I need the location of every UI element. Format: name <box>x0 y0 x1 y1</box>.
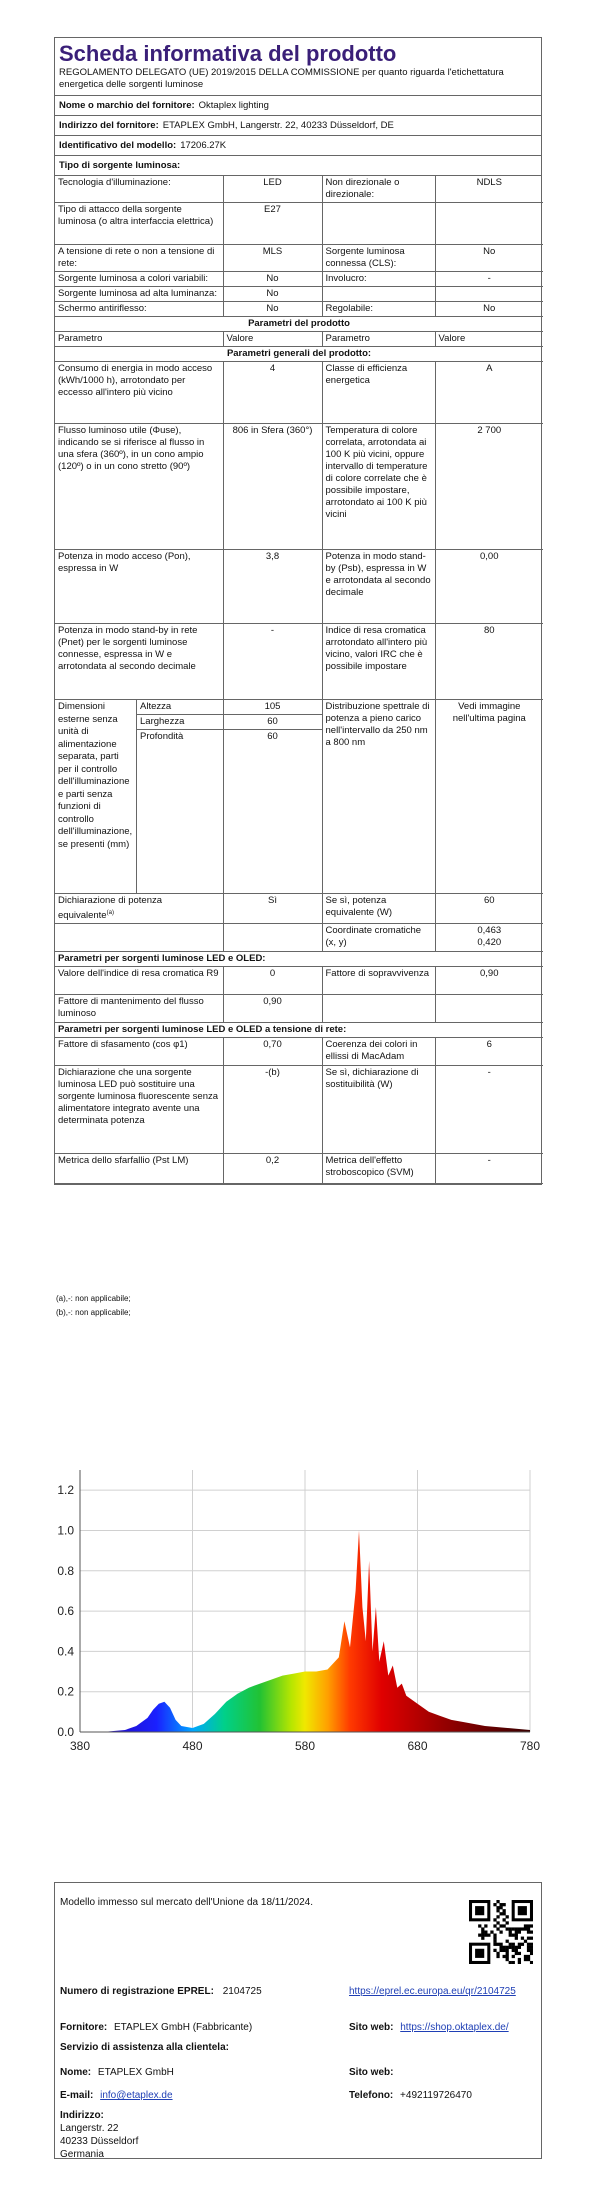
dimension-values-cell <box>223 700 322 894</box>
supplier-name-value: Oktaplex lighting <box>198 100 269 111</box>
dimensions-wrap <box>55 700 223 893</box>
qr-module <box>518 1952 521 1955</box>
qr-module <box>512 1955 515 1958</box>
param-label: Temperatura di colore correlata, arrotondata ai 100 K più vicini, oppure intervallo di temperature di colore correlate che è possibile impostare, arrotondato ai 100 K più vicini <box>322 424 435 550</box>
qr-module <box>527 1924 530 1927</box>
qr-module <box>506 1949 509 1952</box>
qr-module <box>496 1906 499 1909</box>
qr-module <box>496 1915 499 1918</box>
customer-service-heading <box>60 2041 229 2054</box>
phone-row <box>349 2089 472 2102</box>
qr-module <box>481 1937 484 1940</box>
qr-module <box>515 1952 518 1955</box>
qr-module <box>484 1934 487 1937</box>
param-value <box>435 203 543 245</box>
qr-module <box>499 1924 502 1927</box>
qr-module <box>515 1927 518 1930</box>
address-label: Indirizzo: <box>60 2110 104 2121</box>
param-value <box>435 995 543 1023</box>
address-block <box>60 2109 138 2161</box>
address-line-3: Germania <box>60 2149 104 2160</box>
param-label: Regolabile: <box>322 302 435 317</box>
param-label: Valore dell'indice di resa cromatica R9 <box>55 967 223 995</box>
table-row <box>55 347 543 362</box>
eprel-link[interactable]: https://eprel.ec.europa.eu/qr/2104725 <box>349 1986 516 1997</box>
table-row <box>55 967 543 995</box>
x-tick-label: 680 <box>407 1739 428 1753</box>
param-value: 0,2 <box>223 1154 322 1184</box>
supplier-name-label: Nome o marchio del fornitore: <box>59 100 195 111</box>
supplier-address-label: Indirizzo del fornitore: <box>59 120 159 131</box>
dimension-width-value: 60 <box>224 715 322 730</box>
qr-module <box>512 1961 515 1964</box>
mains-params-heading: Parametri per sorgenti luminose LED e OLED a tensione di rete: <box>55 1023 543 1038</box>
qr-module <box>490 1930 493 1933</box>
dimensions-cell <box>55 700 223 894</box>
x-tick-label: 480 <box>182 1739 203 1753</box>
qr-module <box>503 1924 506 1927</box>
qr-module <box>509 1934 512 1937</box>
address-line-1: Langerstr. 22 <box>60 2123 119 2134</box>
param-value <box>435 287 543 302</box>
qr-module <box>527 1958 530 1961</box>
param-label: Se sì, dichiarazione di sostituibilità (W) <box>322 1066 435 1154</box>
qr-finder <box>518 1906 527 1915</box>
qr-module <box>481 1930 484 1933</box>
model-id-row <box>55 136 541 156</box>
param-label: Schermo antiriflesso: <box>55 302 223 317</box>
dimension-depth-value: 60 <box>267 731 278 742</box>
website-link[interactable]: https://shop.oktaplex.de/ <box>400 2022 509 2033</box>
qr-module <box>524 1927 527 1930</box>
param-label: Distribuzione spettrale di potenza a pieno carico nell'intervallo da 250 nm a 800 nm <box>322 700 435 894</box>
param-label: Dichiarazione di potenza equivalente <box>58 895 163 922</box>
param-label: Fattore di sopravvivenza <box>322 967 435 995</box>
footnotes <box>56 1292 131 1320</box>
table-row <box>55 995 543 1023</box>
param-value: 0,90 <box>435 967 543 995</box>
param-value: 0,90 <box>223 995 322 1023</box>
param-label: Consumo di energia in modo acceso (kWh/1000 h), arrotondato per eccesso all'intero più vicino <box>55 362 223 424</box>
qr-module <box>512 1943 515 1946</box>
y-tick-label: 1.2 <box>57 1483 74 1498</box>
y-tick-label: 0.2 <box>57 1684 74 1699</box>
param-label: Potenza in modo stand-by (Psb), espressa in W e arrotondata al secondo decimale <box>322 550 435 624</box>
qr-module <box>527 1927 530 1930</box>
qr-module <box>506 1952 509 1955</box>
footnote-a: (a),-: non applicabile; <box>56 1294 131 1303</box>
model-id-label: Identificativo del modello: <box>59 140 177 151</box>
email-label: E-mail: <box>60 2090 94 2101</box>
qr-module <box>509 1927 512 1930</box>
param-label: Sorgente luminosa connessa (CLS): <box>322 245 435 272</box>
phone-value: +492119726470 <box>400 2090 472 2101</box>
website-row <box>349 2021 509 2034</box>
general-params-heading: Parametri generali del prodotto: <box>55 347 543 362</box>
qr-module <box>530 1930 533 1933</box>
table-row <box>55 272 543 287</box>
dimension-height-label: Altezza <box>137 700 223 715</box>
table-row <box>55 287 543 302</box>
address-line-2: 40233 Düsseldorf <box>60 2136 139 2147</box>
table-row <box>55 952 543 967</box>
qr-module <box>493 1943 496 1946</box>
qr-module <box>503 1918 506 1921</box>
param-value: 0,70 <box>223 1038 322 1066</box>
qr-module <box>518 1943 521 1946</box>
x-tick-label: 780 <box>519 1739 541 1753</box>
qr-module <box>512 1934 515 1937</box>
param-value: - <box>435 1154 543 1184</box>
eprel-value: 2104725 <box>222 1986 262 1997</box>
qr-module <box>487 1934 490 1937</box>
qr-module <box>530 1961 533 1964</box>
qr-module <box>524 1955 527 1958</box>
param-value: NDLS <box>435 176 543 203</box>
y-tick-label: 0.8 <box>57 1563 74 1578</box>
light-type-heading-row <box>55 156 541 176</box>
param-label: Potenza in modo acceso (Pon), espressa in W <box>55 550 223 624</box>
empty-cell <box>223 924 322 952</box>
param-value: LED <box>223 176 322 203</box>
table-row <box>55 203 543 245</box>
chromaticity-x: 0,463 <box>477 925 502 937</box>
market-date-text: Modello immesso sul mercato dell'Unione da 18/11/2024. <box>60 1897 313 1908</box>
param-value: 806 in Sfera (360°) <box>223 424 322 550</box>
email-link[interactable]: info@etaplex.de <box>100 2090 173 2101</box>
qr-module <box>515 1949 518 1952</box>
qr-module <box>503 1912 506 1915</box>
param-label: Flusso luminoso utile (Φuse), indicando se si riferisce al flusso in una sfera (360º), in un cono ampio (120º) o in un cono stretto (90º) <box>55 424 223 550</box>
supplier-address-value: ETAPLEX GmbH, Langerstr. 22, 40233 Düsseldorf, DE <box>162 120 394 131</box>
spectral-distribution-chart <box>30 1462 550 1762</box>
qr-module <box>484 1930 487 1933</box>
qr-module <box>509 1961 512 1964</box>
qr-module <box>493 1924 496 1927</box>
param-label: A tensione di rete o non a tensione di rete: <box>55 245 223 272</box>
qr-module <box>506 1946 509 1949</box>
table-row <box>55 317 543 332</box>
qr-module <box>524 1958 527 1961</box>
qr-module <box>530 1937 533 1940</box>
equivalent-power-label-cell <box>55 894 223 924</box>
param-value: 3,8 <box>223 550 322 624</box>
qr-module <box>527 1930 530 1933</box>
dimension-names-table <box>137 700 223 744</box>
param-label: Dichiarazione che una sorgente luminosa LED può sostituire una sorgente luminosa fluorescente senza alimentatore integrato avente una determinata potenza <box>55 1066 223 1154</box>
light-type-heading: Tipo di sorgente luminosa: <box>59 160 181 171</box>
param-label: Se sì, potenza equivalente (W) <box>322 894 435 924</box>
param-label: Metrica dell'effetto stroboscopico (SVM) <box>322 1154 435 1184</box>
table-row <box>55 1066 543 1154</box>
qr-module <box>496 1900 499 1903</box>
param-label: Tecnologia d'illuminazione: <box>55 176 223 203</box>
qr-module <box>524 1940 527 1943</box>
column-header: Parametro <box>322 332 435 347</box>
qr-module <box>503 1949 506 1952</box>
dimension-height-value: 105 <box>224 700 322 715</box>
qr-module <box>518 1958 521 1961</box>
table-row <box>55 362 543 424</box>
param-value: 0 <box>223 967 322 995</box>
param-label: Classe di efficienza energetica <box>322 362 435 424</box>
param-value: 80 <box>435 624 543 700</box>
table-row <box>55 424 543 550</box>
param-label: Sorgente luminosa ad alta luminanza: <box>55 287 223 302</box>
param-label: Metrica dello sfarfallio (Pst LM) <box>55 1154 223 1184</box>
dimensions-label: Dimensioni esterne senza unità di alimentazione separata, parti per il controllo dell'illuminazione e parti senza funzioni di controllo dell'illuminazione, se presenti (mm) <box>55 700 137 893</box>
qr-module <box>530 1952 533 1955</box>
param-label: Coordinate cromatiche (x, y) <box>322 924 435 952</box>
param-value: - <box>223 624 322 700</box>
param-value: A <box>435 362 543 424</box>
qr-module <box>478 1924 481 1927</box>
qr-module <box>493 1918 496 1921</box>
qr-module <box>515 1934 518 1937</box>
x-tick-label: 380 <box>69 1739 91 1753</box>
qr-module <box>509 1930 512 1933</box>
footnote-marker: (a) <box>106 910 114 916</box>
y-tick-label: 0.0 <box>57 1725 74 1739</box>
param-label: Tipo di attacco della sorgente luminosa (o altra interfaccia elettrica) <box>55 203 223 245</box>
param-value: - <box>435 272 543 287</box>
qr-module <box>499 1903 502 1906</box>
y-tick-label: 0.6 <box>57 1604 74 1619</box>
customer-service-heading-text: Servizio di assistenza alla clientela: <box>60 2042 229 2053</box>
qr-module <box>527 1943 530 1946</box>
spd-value: Vedi immagine nell'ultima pagina <box>435 700 543 894</box>
service-name-row <box>60 2066 174 2079</box>
param-label: Fattore di sfasamento (cos φ1) <box>55 1038 223 1066</box>
service-website-label: Sito web: <box>349 2067 394 2078</box>
qr-module <box>512 1946 515 1949</box>
table-row <box>55 1038 543 1066</box>
qr-module <box>527 1949 530 1952</box>
table-header-row <box>55 332 543 347</box>
param-label <box>322 995 435 1023</box>
qr-module <box>499 1943 502 1946</box>
qr-module <box>496 1921 499 1924</box>
light-type-table <box>55 176 543 1184</box>
table-row <box>55 176 543 203</box>
service-name-value: ETAPLEX GmbH <box>97 2067 174 2078</box>
param-label: Potenza in modo stand-by in rete (Pnet) per le sorgenti luminose connesse, espressa in W e arrotondata al secondo decimale <box>55 624 223 700</box>
table-row <box>55 894 543 924</box>
param-value: -(b) <box>223 1066 322 1154</box>
qr-module <box>506 1915 509 1918</box>
qr-module <box>521 1943 524 1946</box>
param-value: No <box>223 302 322 317</box>
y-tick-label: 0.4 <box>57 1644 74 1659</box>
qr-module <box>499 1949 502 1952</box>
qr-module <box>518 1927 521 1930</box>
supplier-name-row <box>55 96 541 116</box>
param-value: Sì <box>223 894 322 924</box>
qr-module <box>530 1943 533 1946</box>
qr-module <box>503 1909 506 1912</box>
table-row <box>55 302 543 317</box>
qr-module <box>506 1955 509 1958</box>
chromaticity-values <box>435 924 543 952</box>
dimension-names <box>137 700 223 893</box>
qr-module <box>481 1927 484 1930</box>
param-value: 4 <box>223 362 322 424</box>
qr-module <box>493 1934 496 1937</box>
param-label: Indice di resa cromatica arrotondato all'intero più vicino, valori IRC che è possibile impostare <box>322 624 435 700</box>
param-label: Coerenza dei colori in ellissi di MacAdam <box>322 1038 435 1066</box>
website-label: Sito web: <box>349 2022 394 2033</box>
param-label: Fattore di mantenimento del flusso luminoso <box>55 995 223 1023</box>
param-label <box>322 287 435 302</box>
y-tick-label: 1.0 <box>57 1523 74 1538</box>
qr-module <box>512 1949 515 1952</box>
qr-module <box>493 1937 496 1940</box>
led-params-heading: Parametri per sorgenti luminose LED e OLED: <box>55 952 543 967</box>
qr-module <box>496 1952 499 1955</box>
supplier-row <box>60 2021 252 2034</box>
qr-module <box>521 1937 524 1940</box>
param-value: No <box>435 302 543 317</box>
table-row <box>55 624 543 700</box>
table-row <box>55 1154 543 1184</box>
qr-module <box>499 1906 502 1909</box>
qr-module <box>503 1946 506 1949</box>
table-row <box>55 550 543 624</box>
qr-module <box>512 1927 515 1930</box>
qr-module <box>493 1903 496 1906</box>
chromaticity-y: 0,420 <box>477 937 502 949</box>
footnote-b: (b),-: non applicabile; <box>56 1308 131 1317</box>
qr-module <box>484 1924 487 1927</box>
qr-module <box>527 1937 530 1940</box>
product-params-heading: Parametri del prodotto <box>55 317 543 332</box>
qr-module <box>506 1940 509 1943</box>
qr-module <box>496 1943 499 1946</box>
supplier-label: Fornitore: <box>60 2022 108 2033</box>
qr-module <box>518 1946 521 1949</box>
eprel-label: Numero di registrazione EPREL: <box>60 1986 214 1997</box>
supplier-address-row <box>55 116 541 136</box>
qr-module <box>527 1955 530 1958</box>
dimension-depth-label: Profondità <box>140 731 184 742</box>
qr-module <box>515 1930 518 1933</box>
qr-module <box>499 1930 502 1933</box>
param-value: No <box>223 272 322 287</box>
qr-module <box>493 1940 496 1943</box>
model-id-value: 17206.27K <box>180 140 227 151</box>
param-value: 6 <box>435 1038 543 1066</box>
dimensions-row <box>55 700 543 894</box>
param-label: Involucro: <box>322 272 435 287</box>
param-value: 2 700 <box>435 424 543 550</box>
qr-module <box>518 1930 521 1933</box>
qr-module <box>478 1934 481 1937</box>
dimension-width-label: Larghezza <box>137 715 223 730</box>
qr-module <box>499 1946 502 1949</box>
qr-module <box>503 1903 506 1906</box>
param-value: No <box>435 245 543 272</box>
table-row <box>55 1023 543 1038</box>
qr-module <box>530 1949 533 1952</box>
param-value: No <box>223 287 322 302</box>
supplier-value: ETAPLEX GmbH (Fabbricante) <box>114 2022 253 2033</box>
regulation-subtitle: REGOLAMENTO DELEGATO (UE) 2019/2015 DELLA COMMISSIONE per quanto riguarda l'etichettatura energetica delle sorgenti luminose <box>59 67 504 90</box>
qr-module <box>524 1924 527 1927</box>
email-row <box>60 2089 173 2102</box>
qr-module <box>515 1946 518 1949</box>
empty-cell <box>55 924 223 952</box>
param-value: 0,00 <box>435 550 543 624</box>
qr-module <box>481 1934 484 1937</box>
qr-module <box>503 1955 506 1958</box>
x-tick-label: 580 <box>294 1739 316 1753</box>
param-value: E27 <box>223 203 322 245</box>
product-information-sheet <box>54 37 542 1185</box>
qr-module <box>527 1946 530 1949</box>
service-website-row <box>349 2066 393 2079</box>
qr-module <box>499 1912 502 1915</box>
dimension-values-table <box>224 700 322 744</box>
param-value: 60 <box>435 894 543 924</box>
qr-module <box>496 1955 499 1958</box>
market-info-box <box>54 1882 542 2159</box>
param-value: MLS <box>223 245 322 272</box>
x-axis <box>70 1732 540 1753</box>
qr-finder <box>475 1949 484 1958</box>
page-title: Scheda informativa del prodotto <box>59 41 397 66</box>
y-axis <box>57 1470 80 1739</box>
qr-module <box>496 1927 499 1930</box>
table-row <box>55 245 543 272</box>
column-header: Valore <box>435 332 543 347</box>
eprel-row <box>60 1985 262 1998</box>
sheet-header <box>55 38 541 96</box>
qr-module <box>509 1943 512 1946</box>
qr-module <box>506 1921 509 1924</box>
column-header: Valore <box>223 332 322 347</box>
param-value: - <box>435 1066 543 1154</box>
table-row <box>55 924 543 952</box>
qr-module <box>496 1909 499 1912</box>
param-label: Sorgente luminosa a colori variabili: <box>55 272 223 287</box>
column-header: Parametro <box>55 332 223 347</box>
qr-code-icon <box>469 1900 533 1964</box>
phone-label: Telefono: <box>349 2090 394 2101</box>
qr-module <box>506 1927 509 1930</box>
service-name-label: Nome: <box>60 2067 92 2078</box>
qr-module <box>530 1946 533 1949</box>
qr-module <box>521 1927 524 1930</box>
qr-module <box>515 1937 518 1940</box>
qr-finder <box>475 1906 484 1915</box>
qr-module <box>518 1961 521 1964</box>
qr-module <box>530 1924 533 1927</box>
qr-module <box>493 1949 496 1952</box>
param-label <box>322 203 435 245</box>
qr-module <box>509 1946 512 1949</box>
param-label: Non direzionale o direzionale: <box>322 176 435 203</box>
qr-module <box>506 1958 509 1961</box>
